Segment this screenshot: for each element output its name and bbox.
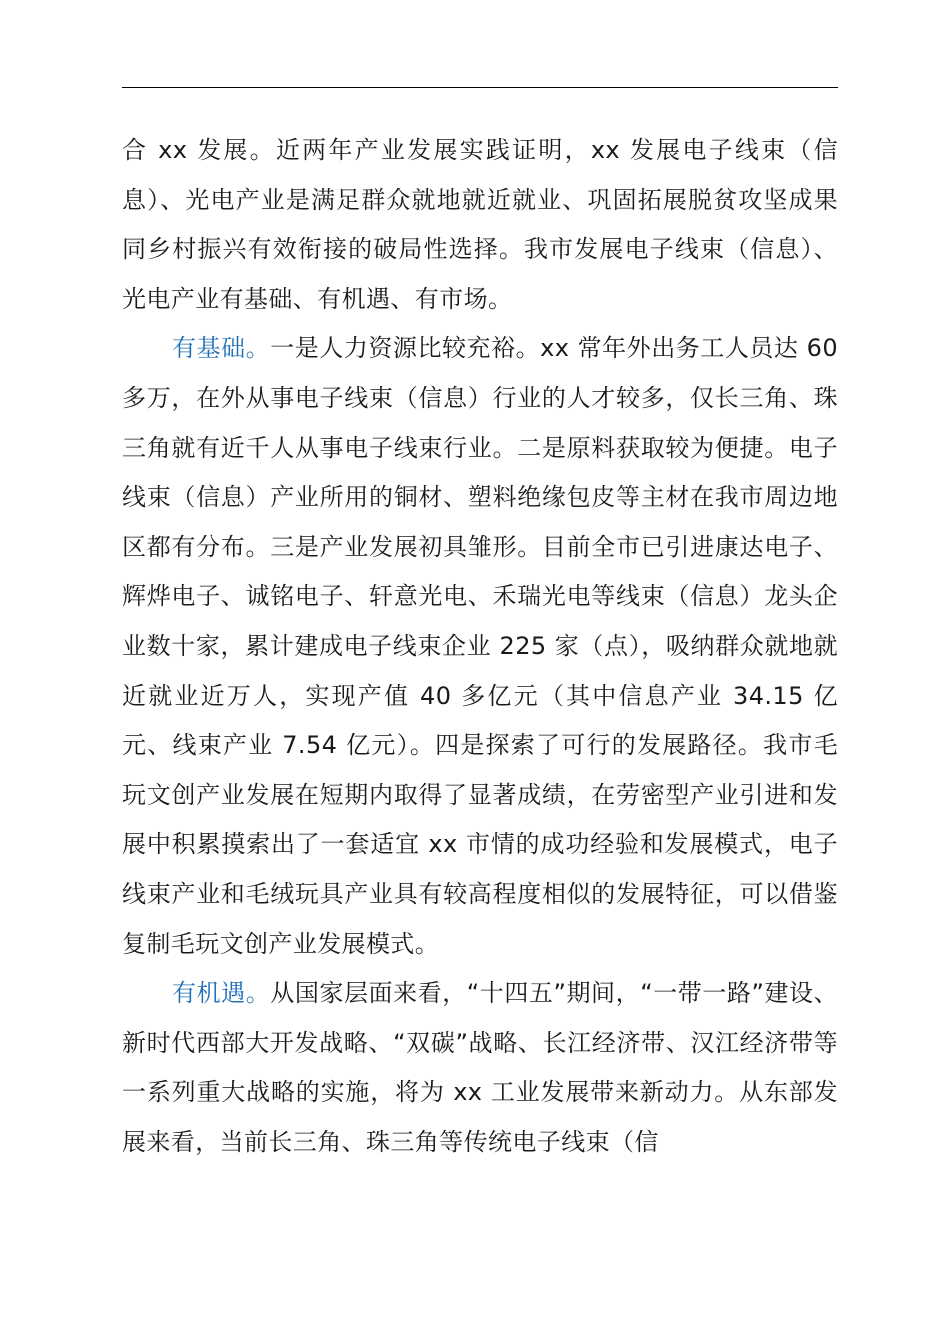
paragraph-opportunity-text: 从国家层面来看，“十四五”期间，“一带一路”建设、新时代西部大开发战略、“双碳”战略、长江经济带、汉江经济带等一系列重大战略的实施，将为 xx 工业发展带来新动力。从东部发展来看，当前长三角、珠三角等传统电子线束（信 [122,979,838,1156]
paragraph-opportunity-heading: 有机遇。 [172,979,271,1008]
header-rule [122,87,838,88]
paragraph-foundation-heading: 有基础。 [172,334,271,363]
paragraph-foundation [122,324,838,969]
paragraph-opportunity [122,969,838,1167]
paragraph-foundation-text: 一是人力资源比较充裕。xx 常年外出务工人员达 60 多万，在外从事电子线束（信息）行业的人才较多，仅长三角、珠三角就有近千人从事电子线束行业。二是原料获取较为便捷。电子线束（信息）产业所用的铜材、塑料绝缘包皮等主材在我市周边地区都有分布。三是产业发展初具雏形。目前全市已引进康达电子、辉烨电子、诚铭电子、轩意光电、禾瑞光电等线束（信息）龙头企业数十家，累计建成电子线束企业 225 家（点），吸纳群众就地就近就业近万人，实现产值 40 多亿元（其中信息产业 34.15 亿元、线束产业 7.54 亿元）。四是探索了可行的发展路径。我市毛玩文创产业发展在短期内取得了显著成绩，在劳密型产业引进和发展中积累摸索出了一套适宜 xx 市情的成功经验和发展模式，电子线束产业和毛绒玩具产业具有较高程度相似的发展特征，可以借鉴复制毛玩文创产业发展模式。 [122,334,838,958]
paragraph-intro [122,126,838,324]
paragraph-intro-text: 合 xx 发展。近两年产业发展实践证明，xx 发展电子线束（信息）、光电产业是满足群众就地就近就业、巩固拓展脱贫攻坚成果同乡村振兴有效衔接的破局性选择。我市发展电子线束（信息）、光电产业有基础、有机遇、有市场。 [122,136,838,313]
document-body [122,126,838,1167]
